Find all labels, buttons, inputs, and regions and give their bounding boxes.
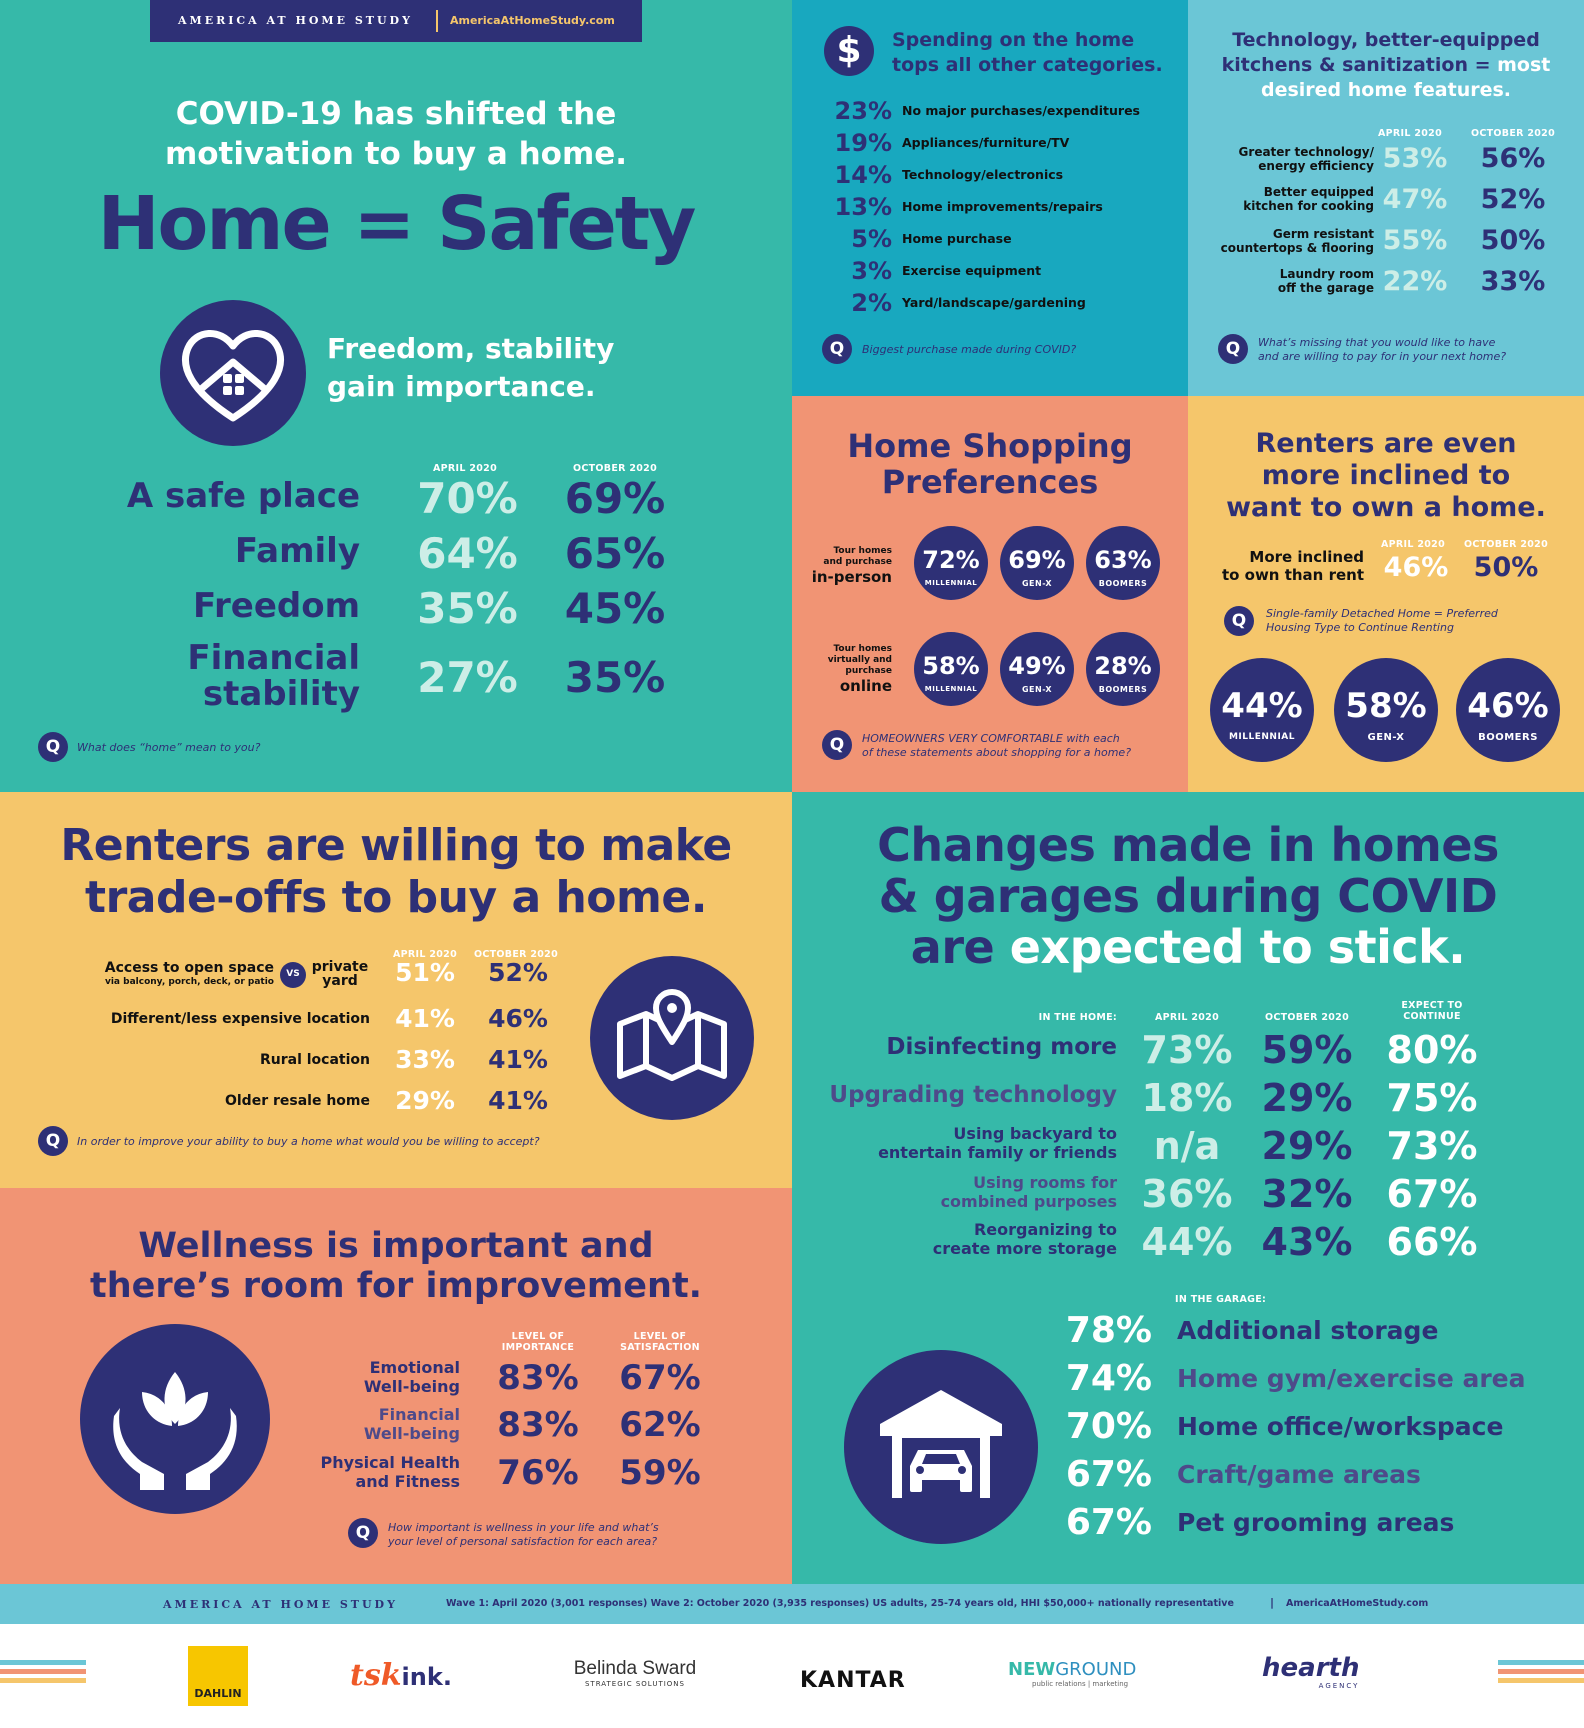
vs-text: VS bbox=[286, 969, 300, 979]
tradeoff-april: 51% bbox=[395, 958, 455, 987]
shopping-row2-l2: virtually and bbox=[827, 655, 892, 665]
changes-title-l1: Changes made in homes bbox=[877, 818, 1499, 872]
change-april: 18% bbox=[1141, 1076, 1233, 1120]
safety-col-april: APRIL 2020 bbox=[433, 463, 497, 474]
renters-own-note-l1: Single-family Detached Home = Preferred bbox=[1266, 607, 1498, 620]
wellness-title-l2: there’s room for improvement. bbox=[90, 1266, 702, 1306]
garage-pct: 74% bbox=[1065, 1358, 1152, 1399]
changes-col-expect-l1: EXPECT TO bbox=[1401, 1000, 1463, 1011]
feature-label-l2: countertops & flooring bbox=[1220, 241, 1374, 255]
question-icon: Q bbox=[822, 334, 852, 364]
change-october: 29% bbox=[1261, 1076, 1353, 1120]
hearth-logo bbox=[1262, 1654, 1359, 1690]
feature-label-l1: Germ resistant bbox=[1272, 227, 1374, 241]
wellness-label-l1: Financial bbox=[378, 1405, 460, 1424]
wellness-label-l2: and Fitness bbox=[355, 1472, 460, 1491]
gen-circle bbox=[1334, 658, 1438, 762]
changes-title-l3b: expected to stick. bbox=[1009, 920, 1466, 974]
wellness-col-satisfaction bbox=[605, 1331, 715, 1353]
shopping-question-l2: of these statements about shopping for a home? bbox=[862, 746, 1132, 759]
wellness-label bbox=[280, 1453, 460, 1491]
newground-sub: public relations | marketing bbox=[1032, 1680, 1129, 1688]
changes-title bbox=[792, 820, 1584, 973]
newground-new: NEW bbox=[1008, 1659, 1056, 1680]
map-pin-icon bbox=[590, 956, 754, 1120]
wellness-importance: 76% bbox=[497, 1453, 579, 1493]
question-icon: Q bbox=[1218, 334, 1248, 364]
footer-site: AmericaAtHomeStudy.com bbox=[1286, 1598, 1429, 1609]
newground-ground: GROUND bbox=[1055, 1659, 1137, 1680]
spending-row bbox=[822, 192, 1182, 224]
gen-label: MILLENNIAL bbox=[924, 685, 978, 693]
safety-row-april: 27% bbox=[417, 653, 518, 702]
change-label-l1: Using rooms for bbox=[973, 1173, 1117, 1192]
gen-pct: 49% bbox=[1008, 652, 1066, 680]
renters-own-title-l3: want to own a home. bbox=[1226, 492, 1546, 523]
spending-row bbox=[822, 128, 1182, 160]
renters-own-panel bbox=[1188, 396, 1584, 792]
change-label bbox=[792, 1124, 1117, 1162]
changes-title-l3a: are bbox=[910, 920, 1010, 974]
gen-circle bbox=[914, 632, 988, 706]
change-expect: 66% bbox=[1386, 1220, 1478, 1264]
change-label-l2: entertain family or friends bbox=[878, 1143, 1117, 1162]
ink-logo-text: ink. bbox=[401, 1663, 452, 1691]
features-title-l2 bbox=[1188, 53, 1584, 78]
garage-pct: 67% bbox=[1065, 1454, 1152, 1495]
renters-own-label bbox=[1188, 548, 1364, 584]
spending-pct: 23% bbox=[834, 97, 892, 125]
spending-pct: 5% bbox=[851, 225, 892, 253]
safety-row-label: A safe place bbox=[126, 476, 360, 516]
header-site: AmericaAtHomeStudy.com bbox=[450, 14, 615, 27]
feature-label-l1: Laundry room bbox=[1279, 267, 1374, 281]
safety-row-label-l1: Financial bbox=[187, 638, 360, 678]
footer-sep: | bbox=[1270, 1596, 1275, 1609]
wellness-col-imp-l1: LEVEL OF bbox=[511, 1331, 565, 1342]
spending-row bbox=[822, 96, 1182, 128]
changes-title-l2: & garages during COVID bbox=[878, 869, 1498, 923]
shopping-row2-l1: Tour homes bbox=[833, 644, 892, 654]
spending-label: Home purchase bbox=[902, 231, 1012, 246]
garage-header: IN THE GARAGE: bbox=[1175, 1294, 1267, 1305]
safety-sub-l1: Freedom, stability bbox=[327, 332, 615, 365]
tradeoff-open-space-sub: via balcony, porch, deck, or patio bbox=[104, 977, 274, 987]
features-question-l2: and are willing to pay for in your next home? bbox=[1258, 350, 1507, 363]
tradeoff-april: 41% bbox=[395, 1004, 455, 1033]
shopping-row2-l3: purchase bbox=[845, 666, 892, 676]
safety-row-october: 45% bbox=[564, 584, 666, 633]
renters-own-label-l2: to own than rent bbox=[1221, 566, 1364, 584]
question-icon: Q bbox=[822, 730, 852, 760]
safety-row-label: Freedom bbox=[192, 586, 360, 626]
kantar-logo: KANTAR bbox=[800, 1668, 906, 1693]
wellness-satisfaction: 62% bbox=[619, 1405, 701, 1445]
heart-home-icon bbox=[160, 300, 306, 446]
question-icon: Q bbox=[38, 1126, 68, 1156]
features-question bbox=[1258, 336, 1506, 364]
wellness-title bbox=[0, 1226, 792, 1306]
tradeoff-open-space-label bbox=[40, 960, 274, 988]
tradeoffs-title-l1: Renters are willing to make bbox=[60, 820, 732, 871]
feature-label-l1: Better equipped bbox=[1263, 185, 1374, 199]
gen-label: BOOMERS bbox=[1098, 685, 1148, 694]
feature-label bbox=[1198, 145, 1374, 173]
tradeoffs-title bbox=[0, 820, 792, 924]
gen-pct: 58% bbox=[1345, 686, 1427, 726]
change-label-l1: Upgrading technology bbox=[829, 1082, 1117, 1108]
change-label bbox=[792, 1032, 1117, 1062]
features-col-october: OCTOBER 2020 bbox=[1471, 128, 1555, 139]
gen-label: GEN-X bbox=[1021, 685, 1053, 694]
belinda-logo-text: Belinda Sward bbox=[573, 1658, 697, 1679]
shopping-row1-l2: and purchase bbox=[823, 557, 892, 567]
change-label-l1: Using backyard to bbox=[953, 1124, 1117, 1143]
gen-pct: 58% bbox=[922, 652, 980, 680]
wellness-col-sat-l2: SATISFACTION bbox=[620, 1342, 700, 1353]
garage-label: Home office/workspace bbox=[1177, 1412, 1504, 1441]
shopping-question-l1: HOMEOWNERS VERY COMFORTABLE with each bbox=[862, 732, 1120, 745]
shopping-title-l2: Preferences bbox=[881, 463, 1099, 501]
wellness-satisfaction: 67% bbox=[619, 1358, 701, 1398]
tradeoff-october: 41% bbox=[488, 1045, 548, 1074]
tradeoffs-panel bbox=[0, 792, 792, 1188]
spending-row bbox=[822, 160, 1182, 192]
feature-october: 52% bbox=[1480, 184, 1546, 215]
feature-label-l2: energy efficiency bbox=[1258, 159, 1374, 173]
spending-pct: 13% bbox=[834, 193, 892, 221]
spending-label: No major purchases/expenditures bbox=[902, 103, 1140, 118]
change-october: 59% bbox=[1261, 1028, 1353, 1072]
tradeoffs-col-october: OCTOBER 2020 bbox=[474, 949, 558, 960]
wellness-label-l2: Well-being bbox=[363, 1424, 460, 1443]
spending-pct: 14% bbox=[834, 161, 892, 189]
safety-headline-l2: motivation to buy a home. bbox=[164, 136, 628, 172]
feature-october: 33% bbox=[1480, 266, 1546, 297]
gen-pct: 72% bbox=[922, 546, 980, 574]
belinda-sward-logo bbox=[560, 1658, 710, 1688]
wellness-label bbox=[280, 1405, 460, 1443]
features-title-l2b: most bbox=[1497, 54, 1551, 76]
gen-circle bbox=[1456, 658, 1560, 762]
dollar-icon: $ bbox=[824, 26, 874, 76]
feature-october: 50% bbox=[1480, 225, 1546, 256]
safety-row-october: 65% bbox=[564, 529, 666, 578]
spending-row bbox=[822, 224, 1182, 256]
safety-headline bbox=[0, 94, 792, 174]
spending-label: Home improvements/repairs bbox=[902, 199, 1103, 214]
wellness-question bbox=[388, 1521, 659, 1549]
tradeoff-private-yard bbox=[310, 960, 370, 988]
gen-label: GEN-X bbox=[1021, 579, 1053, 588]
renters-own-title bbox=[1188, 428, 1584, 524]
stripes-right-icon bbox=[1498, 1660, 1584, 1687]
renters-own-col-april: APRIL 2020 bbox=[1381, 539, 1445, 550]
spending-title bbox=[892, 28, 1163, 78]
feature-label-l1: Greater technology/ bbox=[1238, 145, 1374, 159]
features-title-l1: Technology, better-equipped bbox=[1232, 29, 1540, 51]
tradeoff-label: Rural location bbox=[259, 1052, 370, 1068]
features-panel bbox=[1188, 0, 1584, 396]
safety-col-october: OCTOBER 2020 bbox=[573, 463, 657, 474]
change-label-l1: Reorganizing to bbox=[973, 1220, 1117, 1239]
tradeoff-october: 46% bbox=[488, 1004, 548, 1033]
gen-circle bbox=[1086, 632, 1160, 706]
wellness-label-l1: Emotional bbox=[369, 1358, 460, 1377]
tradeoff-open-space: Access to open space bbox=[104, 960, 274, 976]
tradeoff-april: 29% bbox=[395, 1086, 455, 1115]
wellness-col-importance bbox=[483, 1331, 593, 1353]
dahlin-logo-text: DAHLIN bbox=[194, 1687, 242, 1700]
shopping-row1-l3: in-person bbox=[811, 568, 892, 586]
question-icon: Q bbox=[38, 732, 68, 762]
change-expect: 73% bbox=[1386, 1124, 1478, 1168]
change-october: 43% bbox=[1261, 1220, 1353, 1264]
shopping-question bbox=[862, 732, 1131, 760]
safety-row-october: 35% bbox=[564, 653, 666, 702]
safety-row-label bbox=[60, 640, 360, 712]
vs-badge bbox=[280, 962, 306, 988]
feature-label bbox=[1198, 185, 1374, 213]
spending-list bbox=[822, 96, 1182, 320]
safety-headline-l1: COVID-19 has shifted the bbox=[175, 96, 617, 132]
change-april: n/a bbox=[1153, 1124, 1221, 1168]
header-divider bbox=[436, 10, 438, 32]
wellness-importance: 83% bbox=[497, 1358, 579, 1398]
change-october: 29% bbox=[1261, 1124, 1353, 1168]
wellness-question-l1: How important is wellness in your life and what’s bbox=[388, 1521, 659, 1534]
footer-org: AMERICA AT HOME STUDY bbox=[163, 1598, 398, 1611]
tsk-logo-text: tsk bbox=[350, 1658, 402, 1693]
gen-circle bbox=[1000, 632, 1074, 706]
changes-col-expect-l2: CONTINUE bbox=[1403, 1011, 1461, 1022]
footer-info: Wave 1: April 2020 (3,001 responses) Wave 2: October 2020 (3,935 responses) US adults, 25-74 years old, HHI $50,000+ nationally representative bbox=[446, 1598, 1234, 1609]
hearth-logo-text: hearth bbox=[1262, 1653, 1360, 1683]
tradeoff-october: 41% bbox=[488, 1086, 548, 1115]
shopping-row2-l4: online bbox=[839, 677, 892, 695]
feature-october: 56% bbox=[1480, 143, 1546, 174]
wellness-col-imp-l2: IMPORTANCE bbox=[501, 1342, 575, 1353]
renters-own-title-l2: more inclined to bbox=[1261, 460, 1511, 491]
tradeoff-private: private bbox=[311, 959, 369, 975]
tradeoffs-title-l2: trade-offs to buy a home. bbox=[85, 872, 707, 923]
header-org: AMERICA AT HOME STUDY bbox=[178, 14, 413, 27]
gen-label: MILLENNIAL bbox=[924, 579, 978, 587]
garage-label: Home gym/exercise area bbox=[1177, 1364, 1526, 1393]
wellness-label bbox=[280, 1358, 460, 1396]
wellness-satisfaction: 59% bbox=[619, 1453, 701, 1493]
gen-label: BOOMERS bbox=[1098, 579, 1148, 588]
newground-logo-main bbox=[1008, 1660, 1136, 1680]
gen-pct: 44% bbox=[1221, 686, 1303, 726]
garage-label: Craft/game areas bbox=[1177, 1460, 1421, 1489]
change-expect: 75% bbox=[1386, 1076, 1478, 1120]
garage-label: Additional storage bbox=[1177, 1316, 1439, 1345]
question-icon: Q bbox=[348, 1518, 378, 1548]
gen-label: BOOMERS bbox=[1478, 732, 1538, 743]
feature-label-l2: kitchen for cooking bbox=[1243, 199, 1374, 213]
garage-car-icon bbox=[844, 1350, 1038, 1544]
hearth-logo-sub: AGENCY bbox=[1318, 1682, 1360, 1690]
wellness-panel bbox=[0, 1188, 792, 1584]
feature-april: 22% bbox=[1382, 266, 1448, 297]
garage-label: Pet grooming areas bbox=[1177, 1508, 1455, 1537]
tsk-ink-logo bbox=[350, 1658, 452, 1693]
changes-col-expect bbox=[1382, 1000, 1482, 1022]
wellness-col-sat-l1: LEVEL OF bbox=[633, 1331, 687, 1342]
spending-row bbox=[822, 256, 1182, 288]
spending-label: Exercise equipment bbox=[902, 263, 1042, 278]
change-label bbox=[792, 1220, 1117, 1258]
feature-april: 47% bbox=[1382, 184, 1448, 215]
changes-title-l3 bbox=[792, 922, 1584, 973]
wellness-title-l1: Wellness is important and bbox=[138, 1226, 654, 1266]
wellness-question-l2: your level of personal satisfaction for each area? bbox=[388, 1535, 658, 1548]
shopping-row2-label bbox=[802, 644, 892, 695]
gen-pct: 28% bbox=[1094, 652, 1152, 680]
gen-pct: 63% bbox=[1094, 546, 1152, 574]
change-label-l2: combined purposes bbox=[940, 1192, 1117, 1211]
spending-pct: 3% bbox=[851, 257, 892, 285]
gen-circle bbox=[1086, 526, 1160, 600]
renters-own-note-l2: Housing Type to Continue Renting bbox=[1266, 621, 1454, 634]
features-title-l2a: kitchens & sanitization = bbox=[1221, 54, 1498, 76]
garage-pct: 70% bbox=[1065, 1406, 1152, 1447]
spending-panel bbox=[792, 0, 1188, 396]
spending-label: Technology/electronics bbox=[902, 167, 1064, 182]
change-label bbox=[792, 1173, 1117, 1211]
spending-pct: 2% bbox=[851, 289, 892, 317]
renters-own-note bbox=[1266, 607, 1498, 635]
safety-row-label: Family bbox=[234, 531, 360, 571]
features-title bbox=[1188, 28, 1584, 103]
footer-bar bbox=[0, 1584, 1584, 1624]
spending-row bbox=[822, 288, 1182, 320]
spending-label: Appliances/furniture/TV bbox=[902, 135, 1070, 150]
spending-label: Yard/landscape/gardening bbox=[902, 295, 1086, 310]
gen-circle bbox=[914, 526, 988, 600]
garage-pct: 67% bbox=[1065, 1502, 1152, 1543]
safety-sub-l2: gain importance. bbox=[327, 370, 596, 403]
spending-title-l2: tops all other categories. bbox=[892, 54, 1163, 76]
renters-own-label-l1: More inclined bbox=[1249, 548, 1364, 566]
header-bar bbox=[150, 0, 642, 42]
tradeoffs-col-april: APRIL 2020 bbox=[393, 949, 457, 960]
safety-panel bbox=[0, 0, 792, 792]
gen-label: MILLENNIAL bbox=[1228, 732, 1296, 742]
spending-question: Biggest purchase made during COVID? bbox=[862, 343, 1077, 356]
change-expect: 80% bbox=[1386, 1028, 1478, 1072]
tradeoff-label: Different/less expensive location bbox=[110, 1011, 370, 1027]
wellness-importance: 83% bbox=[497, 1405, 579, 1445]
change-label-l2: create more storage bbox=[932, 1239, 1117, 1258]
feature-april: 55% bbox=[1382, 225, 1448, 256]
spending-pct: 19% bbox=[834, 129, 892, 157]
change-april: 36% bbox=[1141, 1172, 1233, 1216]
safety-row-april: 35% bbox=[417, 584, 518, 633]
gen-pct: 46% bbox=[1467, 686, 1549, 726]
shopping-row1-label bbox=[802, 546, 892, 586]
wellness-label-l2: Well-being bbox=[363, 1377, 460, 1396]
shopping-panel bbox=[792, 396, 1188, 792]
safety-question: What does “home” mean to you? bbox=[77, 741, 261, 754]
safety-row-october: 69% bbox=[564, 474, 666, 523]
gen-circle bbox=[1000, 526, 1074, 600]
newground-logo bbox=[1008, 1660, 1136, 1688]
feature-april: 53% bbox=[1382, 143, 1448, 174]
changes-col-october: OCTOBER 2020 bbox=[1265, 1012, 1349, 1023]
renters-own-col-october: OCTOBER 2020 bbox=[1464, 539, 1548, 550]
logo-strip bbox=[0, 1624, 1584, 1728]
change-label bbox=[792, 1080, 1117, 1110]
change-april: 44% bbox=[1141, 1220, 1233, 1264]
hands-lotus-icon bbox=[80, 1324, 270, 1514]
safety-subtitle bbox=[327, 330, 614, 406]
dahlin-logo bbox=[188, 1646, 248, 1706]
renters-own-april: 46% bbox=[1383, 552, 1449, 583]
safety-row-label-l2: stability bbox=[202, 674, 360, 714]
belinda-logo-sub: STRATEGIC SOLUTIONS bbox=[584, 1680, 685, 1688]
shopping-row1-l1: Tour homes bbox=[833, 546, 892, 556]
safety-big-title: Home = Safety bbox=[97, 181, 695, 267]
change-label-l1: Disinfecting more bbox=[886, 1034, 1117, 1060]
feature-label bbox=[1198, 267, 1374, 295]
spending-title-l1: Spending on the home bbox=[892, 29, 1135, 51]
gen-pct: 69% bbox=[1008, 546, 1066, 574]
gen-label: GEN-X bbox=[1367, 732, 1405, 743]
safety-row-april: 64% bbox=[417, 529, 518, 578]
changes-col-home: IN THE HOME: bbox=[1038, 1012, 1117, 1023]
renters-own-october: 50% bbox=[1473, 552, 1539, 583]
change-april: 73% bbox=[1141, 1028, 1233, 1072]
features-col-april: APRIL 2020 bbox=[1378, 128, 1442, 139]
garage-pct: 78% bbox=[1065, 1310, 1152, 1351]
change-october: 32% bbox=[1261, 1172, 1353, 1216]
changes-col-april: APRIL 2020 bbox=[1155, 1012, 1219, 1023]
stripes-left-icon bbox=[0, 1660, 86, 1687]
changes-panel bbox=[792, 792, 1584, 1584]
tradeoff-october: 52% bbox=[488, 958, 548, 987]
tradeoff-label: Older resale home bbox=[224, 1093, 370, 1109]
features-question-l1: What’s missing that you would like to have bbox=[1258, 336, 1496, 349]
safety-row-april: 70% bbox=[417, 474, 518, 523]
feature-label-l2: off the garage bbox=[1277, 281, 1374, 295]
change-expect: 67% bbox=[1386, 1172, 1478, 1216]
features-title-l3: desired home features. bbox=[1260, 79, 1512, 101]
tradeoffs-question: In order to improve your ability to buy a home what would you be willing to accept? bbox=[77, 1135, 540, 1148]
tradeoff-april: 33% bbox=[395, 1045, 455, 1074]
wellness-label-l1: Physical Health bbox=[320, 1453, 460, 1472]
feature-label bbox=[1198, 227, 1374, 255]
shopping-title-l1: Home Shopping bbox=[847, 427, 1133, 465]
gen-circle bbox=[1210, 658, 1314, 762]
renters-own-title-l1: Renters are even bbox=[1255, 428, 1517, 459]
shopping-title bbox=[792, 428, 1188, 500]
question-icon: Q bbox=[1224, 606, 1254, 636]
tradeoff-yard: yard bbox=[322, 973, 358, 989]
